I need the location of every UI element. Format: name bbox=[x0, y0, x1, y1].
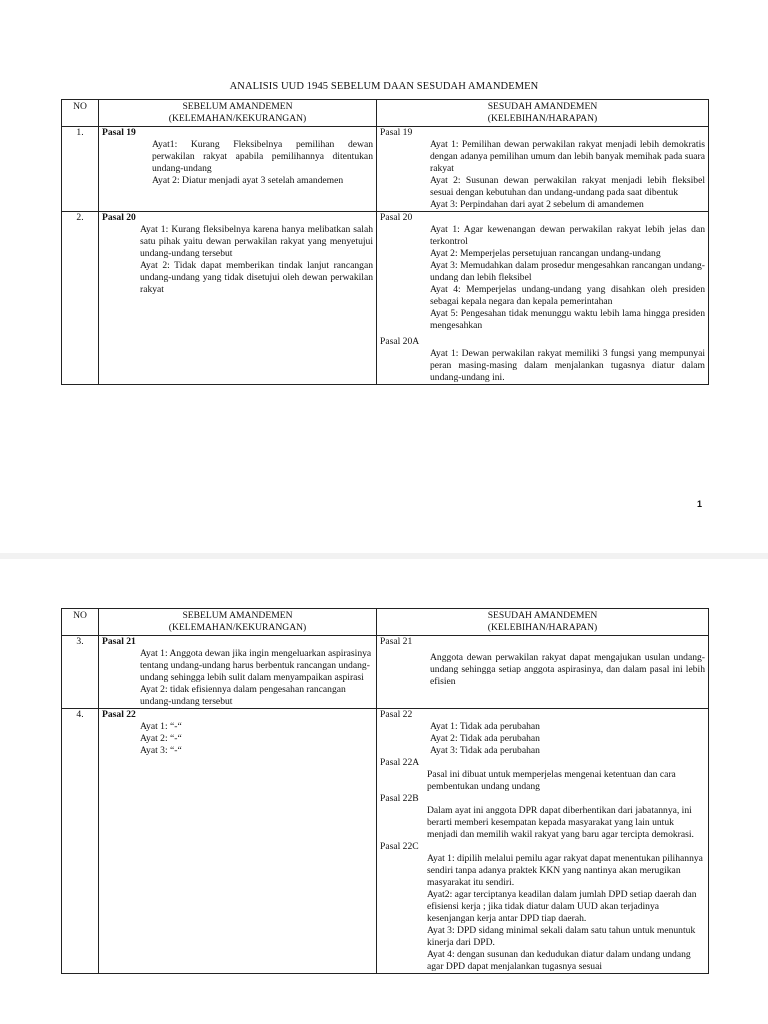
ayat-text: Ayat 2: Diatur menjadi ayat 3 setelah amandemen bbox=[152, 175, 344, 186]
header-before-title: SEBELUM AMANDEMEN bbox=[182, 610, 293, 621]
table-row bbox=[62, 127, 709, 212]
ayat-text: Ayat 2: Susunan dewan perwakilan rakyat menjadi lebih fleksibel sesuai dengan kebutuhan dan undang-undang pada saat dibentuk bbox=[430, 175, 705, 198]
table-row bbox=[62, 709, 709, 974]
pasal-label: Pasal 22B bbox=[380, 793, 419, 804]
page-number: 1 bbox=[697, 499, 703, 509]
ayat-text: Ayat 4: dengan susunan dan kedudukan diatur dalam undang undang agar DPD dapat menjalankan tugasnya sesuai bbox=[427, 949, 691, 972]
row-number: 3. bbox=[62, 636, 99, 709]
after-cell bbox=[377, 212, 709, 385]
pasal-label: Pasal 22C bbox=[380, 841, 419, 852]
analysis-table-page-1 bbox=[61, 99, 709, 385]
row-number: 4. bbox=[62, 709, 99, 974]
ayat-text: Ayat 3: Perpindahan dari ayat 2 sebelum di amandemen bbox=[430, 199, 644, 210]
ayat-text: Ayat 2: Tidak dapat memberikan tindak lanjut rancangan undang-undang yang tidak disetujui oleh dewan perwakilan rakyat bbox=[140, 260, 373, 295]
before-cell bbox=[99, 709, 377, 974]
header-after-subtitle: (KELEBIHAN/HARAPAN) bbox=[487, 113, 598, 124]
pasal-text: Dalam ayat ini anggota DPR dapat diberhentikan dari jabatannya, ini berarti memberi kesempatan kepada masyarakat yang lain untuk menjadi dan memilih wakil rakyat yang baru agar tercipta demokrasi. bbox=[427, 805, 694, 840]
header-after-title: SESUDAH AMANDEMEN bbox=[487, 610, 598, 621]
pasal-label: Pasal 20 bbox=[380, 212, 413, 223]
header-after-subtitle: (KELEBIHAN/HARAPAN) bbox=[487, 622, 598, 633]
ayat-text: Ayat 3: Tidak ada perubahan bbox=[430, 745, 540, 756]
table-row bbox=[62, 212, 709, 385]
header-after bbox=[377, 100, 709, 127]
ayat-text: Ayat 1: Tidak ada perubahan bbox=[430, 721, 540, 732]
row-number: 2. bbox=[62, 212, 99, 385]
before-cell bbox=[99, 636, 377, 709]
pasal-label: Pasal 20A bbox=[380, 336, 420, 347]
ayat-text: Ayat 3: DPD sidang minimal sekali dalam satu tahun untuk menuntuk kinerja dari DPD. bbox=[427, 925, 696, 948]
header-no: NO bbox=[62, 100, 99, 127]
ayat-text: Ayat 1: Pemilihan dewan perwakilan rakyat menjadi lebih demokratis dengan adanya pemilihan umum dan lebih banyak memihak pada suara rakyat bbox=[430, 139, 705, 174]
analysis-table-page-2 bbox=[61, 608, 709, 974]
before-cell bbox=[99, 127, 377, 212]
header-before-subtitle: (KELEMAHAN/KEKURANGAN) bbox=[168, 622, 307, 633]
pasal-label: Pasal 21 bbox=[380, 636, 413, 647]
header-no: NO bbox=[62, 609, 99, 636]
pasal-label: Pasal 22 bbox=[380, 709, 413, 720]
ayat-text: Ayat 2: tidak efisiennya dalam pengesahan rancangan undang-undang tersebut bbox=[140, 684, 346, 707]
pasal-label: Pasal 21 bbox=[102, 636, 136, 647]
ayat-text: Ayat 1: Kurang fleksibelnya karena hanya melibatkan salah satu pihak yaitu dewan perwakilan rakyat yang menyetujui undang-undang tersebut bbox=[140, 224, 373, 259]
ayat-text: Ayat 2: “-“ bbox=[140, 733, 182, 744]
pasal-label: Pasal 22A bbox=[380, 757, 420, 768]
ayat-text: Ayat 5: Pengesahan tidak menunggu waktu lebih lama hingga presiden mengesahkan bbox=[430, 308, 705, 331]
header-after-title: SESUDAH AMANDEMEN bbox=[487, 101, 598, 112]
document-title: ANALISIS UUD 1945 SEBELUM DAAN SESUDAH AMANDEMEN bbox=[229, 81, 539, 92]
document-page-2 bbox=[0, 559, 768, 1024]
ayat-text: Ayat 2: Memperjelas persetujuan rancangan undang-undang bbox=[430, 248, 661, 259]
pasal-label: Pasal 20 bbox=[102, 212, 136, 223]
ayat-text: Ayat 1: dipilih melalui pemilu agar rakyat dapat menentukan pilihannya sendiri tanpa adanya praktek KKN yang nantinya akan merugikan masyarakat itu sendiri. bbox=[427, 853, 703, 888]
pasal-text: Pasal ini dibuat untuk memperjelas mengenai ketentuan dan cara pembentukan undang undang bbox=[427, 769, 676, 792]
after-cell bbox=[377, 709, 709, 974]
pasal-text: Anggota dewan perwakilan rakyat dapat mengajukan usulan undang-undang sehingga setiap anggota aspirasinya, dan dalam pasal ini lebih efisien bbox=[430, 652, 705, 687]
after-cell bbox=[377, 127, 709, 212]
ayat-text: Ayat 1: Dewan perwakilan rakyat memiliki 3 fungsi yang mempunyai peran masing-masing dalam menjalankan tugasnya diatur dalam undang-undang ini. bbox=[430, 348, 705, 383]
ayat-text: Ayat 1: “-“ bbox=[140, 721, 182, 732]
pasal-label: Pasal 19 bbox=[102, 127, 136, 138]
table-header-row bbox=[62, 100, 709, 127]
ayat-text: Ayat 4: Memperjelas undang-undang yang disahkan oleh presiden sebagai kepala negara dan kepala pemerintahan bbox=[430, 284, 705, 307]
header-before bbox=[99, 100, 377, 127]
ayat-text: Ayat1: Kurang Fleksibelnya pemilihan dewan perwakilan rakyat apabila pemilihannya ditentukan undang-undang bbox=[152, 139, 373, 174]
pasal-label: Pasal 19 bbox=[380, 127, 413, 138]
before-cell bbox=[99, 212, 377, 385]
header-after bbox=[377, 609, 709, 636]
header-before bbox=[99, 609, 377, 636]
table-header-row bbox=[62, 609, 709, 636]
header-before-title: SEBELUM AMANDEMEN bbox=[182, 101, 293, 112]
header-before-subtitle: (KELEMAHAN/KEKURANGAN) bbox=[168, 113, 307, 124]
row-number: 1. bbox=[62, 127, 99, 212]
pasal-label: Pasal 22 bbox=[102, 709, 136, 720]
table-row bbox=[62, 636, 709, 709]
ayat-text: Ayat 2: Tidak ada perubahan bbox=[430, 733, 540, 744]
ayat-text: Ayat2: agar terciptanya keadilan dalam jumlah DPD setiap daerah dan efisiensi kerja ; jika tidak diatur dalam UUD akan terjadinya kesenjangan kerja antar DPD tiap daerah. bbox=[427, 889, 697, 924]
ayat-text: Ayat 1: Anggota dewan jika ingin mengeluarkan aspirasinya tentang undang-undang harus berbentuk rancangan undang-undang sehingga lebih sulit dalam menyampaikan aspirasi bbox=[140, 648, 372, 683]
ayat-text: Ayat 3: “-“ bbox=[140, 745, 182, 756]
ayat-text: Ayat 1: Agar kewenangan dewan perwakilan rakyat lebih jelas dan terkontrol bbox=[430, 224, 705, 247]
ayat-text: Ayat 3: Memudahkan dalam prosedur mengesahkan rancangan undang-undang dan lebih fleksibel bbox=[430, 260, 705, 283]
after-cell bbox=[377, 636, 709, 709]
